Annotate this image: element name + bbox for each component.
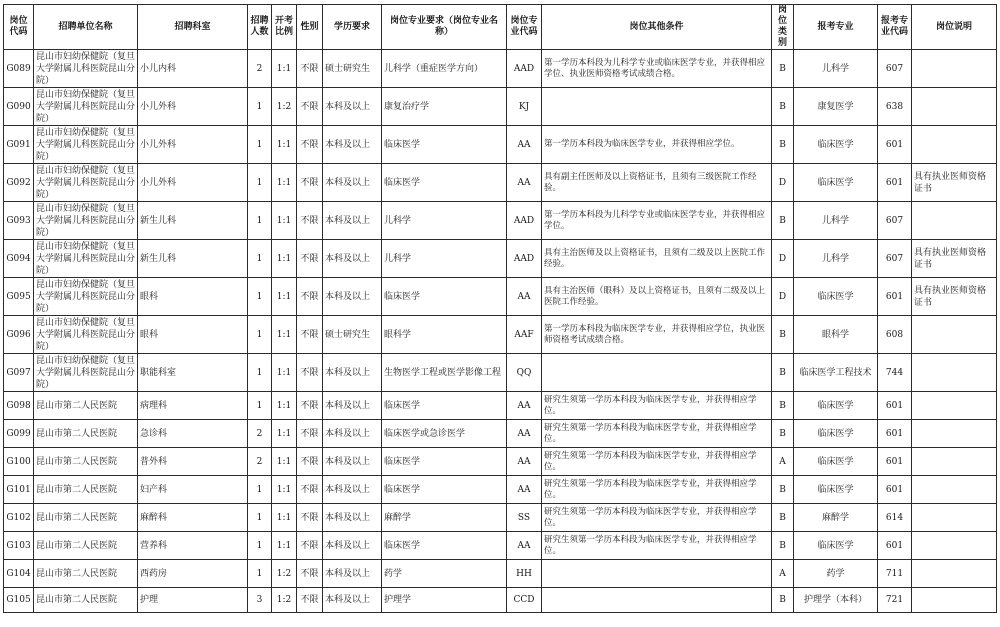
cell-sex: 不限 xyxy=(297,240,323,278)
cell-dept: 新生儿科 xyxy=(138,202,248,240)
table-body xyxy=(4,50,997,613)
cell-num: 1 xyxy=(248,240,272,278)
cell-unit: 昆山市妇幼保健院（复旦大学附属儿科医院昆山分院） xyxy=(34,88,138,126)
cell-code: G089 xyxy=(4,50,34,88)
cell-apply-major: 麻醉学 xyxy=(794,504,878,532)
cell-num: 1 xyxy=(248,560,272,588)
cell-category: B xyxy=(772,316,794,354)
cell-conditions: 第一学历本科段为儿科学专业或临床医学专业，并获得相应学位、执业医师资格考试成绩合格。 xyxy=(542,50,772,88)
table-row xyxy=(4,88,997,126)
table-row xyxy=(4,588,997,613)
header-apply-code: 报考专业代码 xyxy=(878,5,912,50)
cell-sex: 不限 xyxy=(297,50,323,88)
cell-conditions xyxy=(542,88,772,126)
recruitment-table xyxy=(3,4,997,613)
cell-category: A xyxy=(772,448,794,476)
cell-num: 1 xyxy=(248,164,272,202)
cell-edu: 本科及以上 xyxy=(323,354,382,392)
cell-conditions: 研究生须第一学历本科段为临床医学专业，并获得相应学位。 xyxy=(542,448,772,476)
cell-edu: 本科及以上 xyxy=(323,532,382,560)
cell-major-code: AAD xyxy=(507,50,542,88)
cell-category: D xyxy=(772,164,794,202)
cell-note xyxy=(912,202,997,240)
cell-dept: 职能科室 xyxy=(138,354,248,392)
cell-apply-code: 711 xyxy=(878,560,912,588)
table-row xyxy=(4,202,997,240)
cell-major: 儿科学 xyxy=(382,240,507,278)
cell-code: G101 xyxy=(4,476,34,504)
cell-major-code: CCD xyxy=(507,588,542,613)
cell-code: G105 xyxy=(4,588,34,613)
cell-ratio: 1:1 xyxy=(272,354,297,392)
cell-major-code: AA xyxy=(507,126,542,164)
cell-unit: 昆山市第二人民医院 xyxy=(34,448,138,476)
cell-sex: 不限 xyxy=(297,126,323,164)
table-row xyxy=(4,392,997,420)
cell-ratio: 1:2 xyxy=(272,588,297,613)
cell-major: 儿科学 xyxy=(382,202,507,240)
cell-apply-major: 临床医学 xyxy=(794,126,878,164)
cell-ratio: 1:1 xyxy=(272,240,297,278)
cell-note xyxy=(912,588,997,613)
header-apply-major: 报考专业 xyxy=(794,5,878,50)
cell-major: 临床医学 xyxy=(382,476,507,504)
header-note: 岗位说明 xyxy=(912,5,997,50)
cell-unit: 昆山市第二人民医院 xyxy=(34,532,138,560)
cell-conditions xyxy=(542,588,772,613)
cell-ratio: 1:1 xyxy=(272,392,297,420)
cell-num: 1 xyxy=(248,278,272,316)
cell-major: 麻醉学 xyxy=(382,504,507,532)
cell-apply-major: 临床医学 xyxy=(794,164,878,202)
cell-apply-code: 614 xyxy=(878,504,912,532)
cell-unit: 昆山市妇幼保健院（复旦大学附属儿科医院昆山分院） xyxy=(34,240,138,278)
cell-ratio: 1:1 xyxy=(272,532,297,560)
cell-ratio: 1:1 xyxy=(272,420,297,448)
cell-code: G094 xyxy=(4,240,34,278)
cell-apply-major: 临床医学 xyxy=(794,278,878,316)
cell-code: G090 xyxy=(4,88,34,126)
cell-sex: 不限 xyxy=(297,504,323,532)
cell-dept: 麻醉科 xyxy=(138,504,248,532)
cell-sex: 不限 xyxy=(297,476,323,504)
cell-apply-major: 临床医学 xyxy=(794,420,878,448)
cell-note xyxy=(912,560,997,588)
cell-ratio: 1:1 xyxy=(272,448,297,476)
cell-apply-code: 601 xyxy=(878,126,912,164)
cell-conditions: 第一学历本科段为临床医学专业，并获得相应学位，执业医师资格考试成绩合格。 xyxy=(542,316,772,354)
cell-unit: 昆山市妇幼保健院（复旦大学附属儿科医院昆山分院） xyxy=(34,278,138,316)
cell-note: 具有执业医师资格证书 xyxy=(912,278,997,316)
cell-apply-major: 临床医学 xyxy=(794,392,878,420)
cell-note: 具有执业医师资格证书 xyxy=(912,164,997,202)
cell-apply-code: 744 xyxy=(878,354,912,392)
cell-dept: 眼科 xyxy=(138,316,248,354)
header-unit: 招聘单位名称 xyxy=(34,5,138,50)
cell-major: 临床医学 xyxy=(382,392,507,420)
cell-sex: 不限 xyxy=(297,278,323,316)
cell-major-code: AA xyxy=(507,420,542,448)
cell-dept: 普外科 xyxy=(138,448,248,476)
cell-unit: 昆山市第二人民医院 xyxy=(34,504,138,532)
table-row xyxy=(4,354,997,392)
cell-dept: 妇产科 xyxy=(138,476,248,504)
cell-edu: 本科及以上 xyxy=(323,126,382,164)
cell-note xyxy=(912,504,997,532)
cell-unit: 昆山市妇幼保健院（复旦大学附属儿科医院昆山分院） xyxy=(34,202,138,240)
table-row xyxy=(4,164,997,202)
table-row xyxy=(4,532,997,560)
cell-conditions: 具有副主任医师及以上资格证书，且须有三级医院工作经验。 xyxy=(542,164,772,202)
cell-apply-code: 638 xyxy=(878,88,912,126)
cell-apply-code: 601 xyxy=(878,448,912,476)
header-category: 岗位类别 xyxy=(772,5,794,50)
cell-note xyxy=(912,476,997,504)
header-major-code: 岗位专业代码 xyxy=(507,5,542,50)
header-conditions: 岗位其他条件 xyxy=(542,5,772,50)
cell-major-code: KJ xyxy=(507,88,542,126)
cell-code: G100 xyxy=(4,448,34,476)
table-row xyxy=(4,504,997,532)
cell-conditions: 第一学历本科段为临床医学专业，并获得相应学位。 xyxy=(542,126,772,164)
cell-apply-code: 601 xyxy=(878,476,912,504)
cell-dept: 西药房 xyxy=(138,560,248,588)
cell-note xyxy=(912,354,997,392)
cell-note xyxy=(912,126,997,164)
cell-dept: 眼科 xyxy=(138,278,248,316)
cell-category: B xyxy=(772,420,794,448)
cell-apply-major: 临床医学 xyxy=(794,532,878,560)
cell-edu: 本科及以上 xyxy=(323,240,382,278)
cell-major: 临床医学 xyxy=(382,448,507,476)
cell-code: G104 xyxy=(4,560,34,588)
header-sex: 性别 xyxy=(297,5,323,50)
header-edu: 学历要求 xyxy=(323,5,382,50)
cell-major: 临床医学或急诊医学 xyxy=(382,420,507,448)
cell-major: 临床医学 xyxy=(382,532,507,560)
cell-major: 临床医学 xyxy=(382,126,507,164)
cell-num: 1 xyxy=(248,504,272,532)
cell-category: B xyxy=(772,202,794,240)
cell-ratio: 1:1 xyxy=(272,202,297,240)
cell-code: G095 xyxy=(4,278,34,316)
cell-note xyxy=(912,420,997,448)
cell-ratio: 1:1 xyxy=(272,164,297,202)
cell-edu: 本科及以上 xyxy=(323,448,382,476)
cell-category: B xyxy=(772,126,794,164)
cell-sex: 不限 xyxy=(297,448,323,476)
cell-category: A xyxy=(772,560,794,588)
cell-major-code: AA xyxy=(507,164,542,202)
cell-category: B xyxy=(772,50,794,88)
cell-sex: 不限 xyxy=(297,202,323,240)
cell-major: 儿科学（重症医学方向） xyxy=(382,50,507,88)
cell-note xyxy=(912,532,997,560)
cell-sex: 不限 xyxy=(297,420,323,448)
cell-unit: 昆山市第二人民医院 xyxy=(34,420,138,448)
cell-apply-code: 601 xyxy=(878,278,912,316)
recruitment-table-sheet xyxy=(3,4,996,613)
cell-sex: 不限 xyxy=(297,316,323,354)
cell-num: 1 xyxy=(248,202,272,240)
cell-apply-major: 眼科学 xyxy=(794,316,878,354)
table-row xyxy=(4,240,997,278)
cell-major-code: AA xyxy=(507,532,542,560)
cell-edu: 本科及以上 xyxy=(323,164,382,202)
cell-ratio: 1:1 xyxy=(272,476,297,504)
cell-edu: 本科及以上 xyxy=(323,504,382,532)
cell-major-code: HH xyxy=(507,560,542,588)
cell-note xyxy=(912,316,997,354)
cell-unit: 昆山市第二人民医院 xyxy=(34,588,138,613)
cell-major-code: AA xyxy=(507,392,542,420)
cell-num: 1 xyxy=(248,532,272,560)
cell-apply-code: 601 xyxy=(878,164,912,202)
cell-apply-major: 儿科学 xyxy=(794,50,878,88)
header-major: 岗位专业要求（岗位专业名称） xyxy=(382,5,507,50)
cell-num: 1 xyxy=(248,316,272,354)
cell-note xyxy=(912,392,997,420)
cell-conditions xyxy=(542,354,772,392)
cell-unit: 昆山市妇幼保健院（复旦大学附属儿科医院昆山分院） xyxy=(34,316,138,354)
cell-unit: 昆山市第二人民医院 xyxy=(34,560,138,588)
cell-note xyxy=(912,448,997,476)
cell-major-code: AA xyxy=(507,476,542,504)
cell-major: 生物医学工程或医学影像工程 xyxy=(382,354,507,392)
cell-ratio: 1:1 xyxy=(272,50,297,88)
cell-conditions: 具有主治医师及以上资格证书，且须有二级及以上医院工作经验。 xyxy=(542,240,772,278)
cell-num: 2 xyxy=(248,448,272,476)
cell-sex: 不限 xyxy=(297,392,323,420)
cell-code: G096 xyxy=(4,316,34,354)
header-code: 岗位代码 xyxy=(4,5,34,50)
cell-category: D xyxy=(772,278,794,316)
cell-unit: 昆山市妇幼保健院（复旦大学附属儿科医院昆山分院） xyxy=(34,126,138,164)
cell-conditions: 具有主治医师（眼科）及以上资格证书，且须有二级及以上医院工作经验。 xyxy=(542,278,772,316)
cell-code: G103 xyxy=(4,532,34,560)
table-row xyxy=(4,316,997,354)
cell-apply-code: 721 xyxy=(878,588,912,613)
cell-dept: 小儿外科 xyxy=(138,88,248,126)
cell-edu: 本科及以上 xyxy=(323,560,382,588)
cell-apply-code: 601 xyxy=(878,420,912,448)
table-row xyxy=(4,278,997,316)
cell-apply-major: 临床医学 xyxy=(794,476,878,504)
cell-code: G099 xyxy=(4,420,34,448)
cell-sex: 不限 xyxy=(297,588,323,613)
cell-apply-code: 601 xyxy=(878,392,912,420)
cell-unit: 昆山市第二人民医院 xyxy=(34,392,138,420)
cell-dept: 急诊科 xyxy=(138,420,248,448)
cell-apply-major: 康复医学 xyxy=(794,88,878,126)
cell-ratio: 1:2 xyxy=(272,88,297,126)
cell-num: 1 xyxy=(248,392,272,420)
cell-note xyxy=(912,50,997,88)
cell-note xyxy=(912,88,997,126)
cell-num: 1 xyxy=(248,126,272,164)
cell-apply-major: 临床医学 xyxy=(794,448,878,476)
cell-major-code: AAF xyxy=(507,316,542,354)
cell-category: B xyxy=(772,392,794,420)
cell-unit: 昆山市妇幼保健院（复旦大学附属儿科医院昆山分院） xyxy=(34,354,138,392)
cell-conditions: 研究生须第一学历本科段为临床医学专业，并获得相应学位。 xyxy=(542,504,772,532)
cell-code: G091 xyxy=(4,126,34,164)
cell-major-code: QQ xyxy=(507,354,542,392)
cell-sex: 不限 xyxy=(297,560,323,588)
cell-num: 1 xyxy=(248,354,272,392)
cell-apply-code: 601 xyxy=(878,532,912,560)
table-row xyxy=(4,50,997,88)
cell-dept: 小儿内科 xyxy=(138,50,248,88)
cell-edu: 本科及以上 xyxy=(323,392,382,420)
cell-category: B xyxy=(772,532,794,560)
table-row xyxy=(4,126,997,164)
cell-edu: 本科及以上 xyxy=(323,476,382,504)
cell-category: B xyxy=(772,354,794,392)
cell-major-code: AA xyxy=(507,278,542,316)
cell-code: G097 xyxy=(4,354,34,392)
cell-unit: 昆山市第二人民医院 xyxy=(34,476,138,504)
cell-dept: 小儿外科 xyxy=(138,126,248,164)
cell-unit: 昆山市妇幼保健院（复旦大学附属儿科医院昆山分院） xyxy=(34,164,138,202)
cell-dept: 营养科 xyxy=(138,532,248,560)
table-row xyxy=(4,448,997,476)
cell-sex: 不限 xyxy=(297,164,323,202)
cell-major: 临床医学 xyxy=(382,278,507,316)
cell-apply-major: 临床医学工程技术 xyxy=(794,354,878,392)
cell-conditions: 研究生须第一学历本科段为临床医学专业，并获得相应学位。 xyxy=(542,532,772,560)
cell-ratio: 1:2 xyxy=(272,560,297,588)
cell-num: 2 xyxy=(248,50,272,88)
cell-major: 康复治疗学 xyxy=(382,88,507,126)
cell-ratio: 1:1 xyxy=(272,504,297,532)
cell-num: 1 xyxy=(248,88,272,126)
cell-num: 3 xyxy=(248,588,272,613)
cell-edu: 硕士研究生 xyxy=(323,316,382,354)
cell-conditions: 研究生须第一学历本科段为临床医学专业，并获得相应学位。 xyxy=(542,420,772,448)
cell-major-code: AA xyxy=(507,448,542,476)
cell-dept: 护理 xyxy=(138,588,248,613)
cell-apply-code: 607 xyxy=(878,240,912,278)
header-dept: 招聘科室 xyxy=(138,5,248,50)
cell-edu: 硕士研究生 xyxy=(323,50,382,88)
cell-category: D xyxy=(772,240,794,278)
cell-major-code: AAD xyxy=(507,240,542,278)
cell-ratio: 1:1 xyxy=(272,316,297,354)
cell-edu: 本科及以上 xyxy=(323,588,382,613)
cell-edu: 本科及以上 xyxy=(323,88,382,126)
cell-code: G102 xyxy=(4,504,34,532)
cell-apply-code: 607 xyxy=(878,202,912,240)
cell-code: G092 xyxy=(4,164,34,202)
cell-edu: 本科及以上 xyxy=(323,278,382,316)
cell-note: 具有执业医师资格证书 xyxy=(912,240,997,278)
cell-dept: 小儿外科 xyxy=(138,164,248,202)
cell-code: G093 xyxy=(4,202,34,240)
cell-apply-major: 护理学（本科） xyxy=(794,588,878,613)
cell-major: 药学 xyxy=(382,560,507,588)
cell-major-code: SS xyxy=(507,504,542,532)
cell-ratio: 1:1 xyxy=(272,126,297,164)
cell-category: B xyxy=(772,504,794,532)
cell-edu: 本科及以上 xyxy=(323,202,382,240)
cell-category: B xyxy=(772,88,794,126)
cell-apply-code: 607 xyxy=(878,50,912,88)
cell-conditions xyxy=(542,560,772,588)
cell-apply-major: 儿科学 xyxy=(794,202,878,240)
cell-sex: 不限 xyxy=(297,532,323,560)
cell-category: B xyxy=(772,476,794,504)
cell-num: 1 xyxy=(248,476,272,504)
cell-apply-major: 药学 xyxy=(794,560,878,588)
cell-category: B xyxy=(772,588,794,613)
header-row xyxy=(4,5,997,50)
cell-dept: 新生儿科 xyxy=(138,240,248,278)
cell-ratio: 1:1 xyxy=(272,278,297,316)
cell-dept: 病理科 xyxy=(138,392,248,420)
cell-edu: 本科及以上 xyxy=(323,420,382,448)
cell-apply-code: 608 xyxy=(878,316,912,354)
cell-unit: 昆山市妇幼保健院（复旦大学附属儿科医院昆山分院） xyxy=(34,50,138,88)
cell-major-code: AAD xyxy=(507,202,542,240)
cell-sex: 不限 xyxy=(297,88,323,126)
header-ratio: 开考比例 xyxy=(272,5,297,50)
cell-conditions: 研究生须第一学历本科段为临床医学专业，并获得相应学位。 xyxy=(542,476,772,504)
cell-conditions: 研究生须第一学历本科段为临床医学专业，并获得相应学位。 xyxy=(542,392,772,420)
table-row xyxy=(4,476,997,504)
cell-sex: 不限 xyxy=(297,354,323,392)
cell-major: 临床医学 xyxy=(382,164,507,202)
table-row xyxy=(4,420,997,448)
cell-num: 2 xyxy=(248,420,272,448)
header-num: 招聘人数 xyxy=(248,5,272,50)
cell-conditions: 第一学历本科段为儿科学专业或临床医学专业，并获得相应学位。 xyxy=(542,202,772,240)
table-row xyxy=(4,560,997,588)
cell-major: 护理学 xyxy=(382,588,507,613)
cell-major: 眼科学 xyxy=(382,316,507,354)
cell-code: G098 xyxy=(4,392,34,420)
cell-apply-major: 儿科学 xyxy=(794,240,878,278)
